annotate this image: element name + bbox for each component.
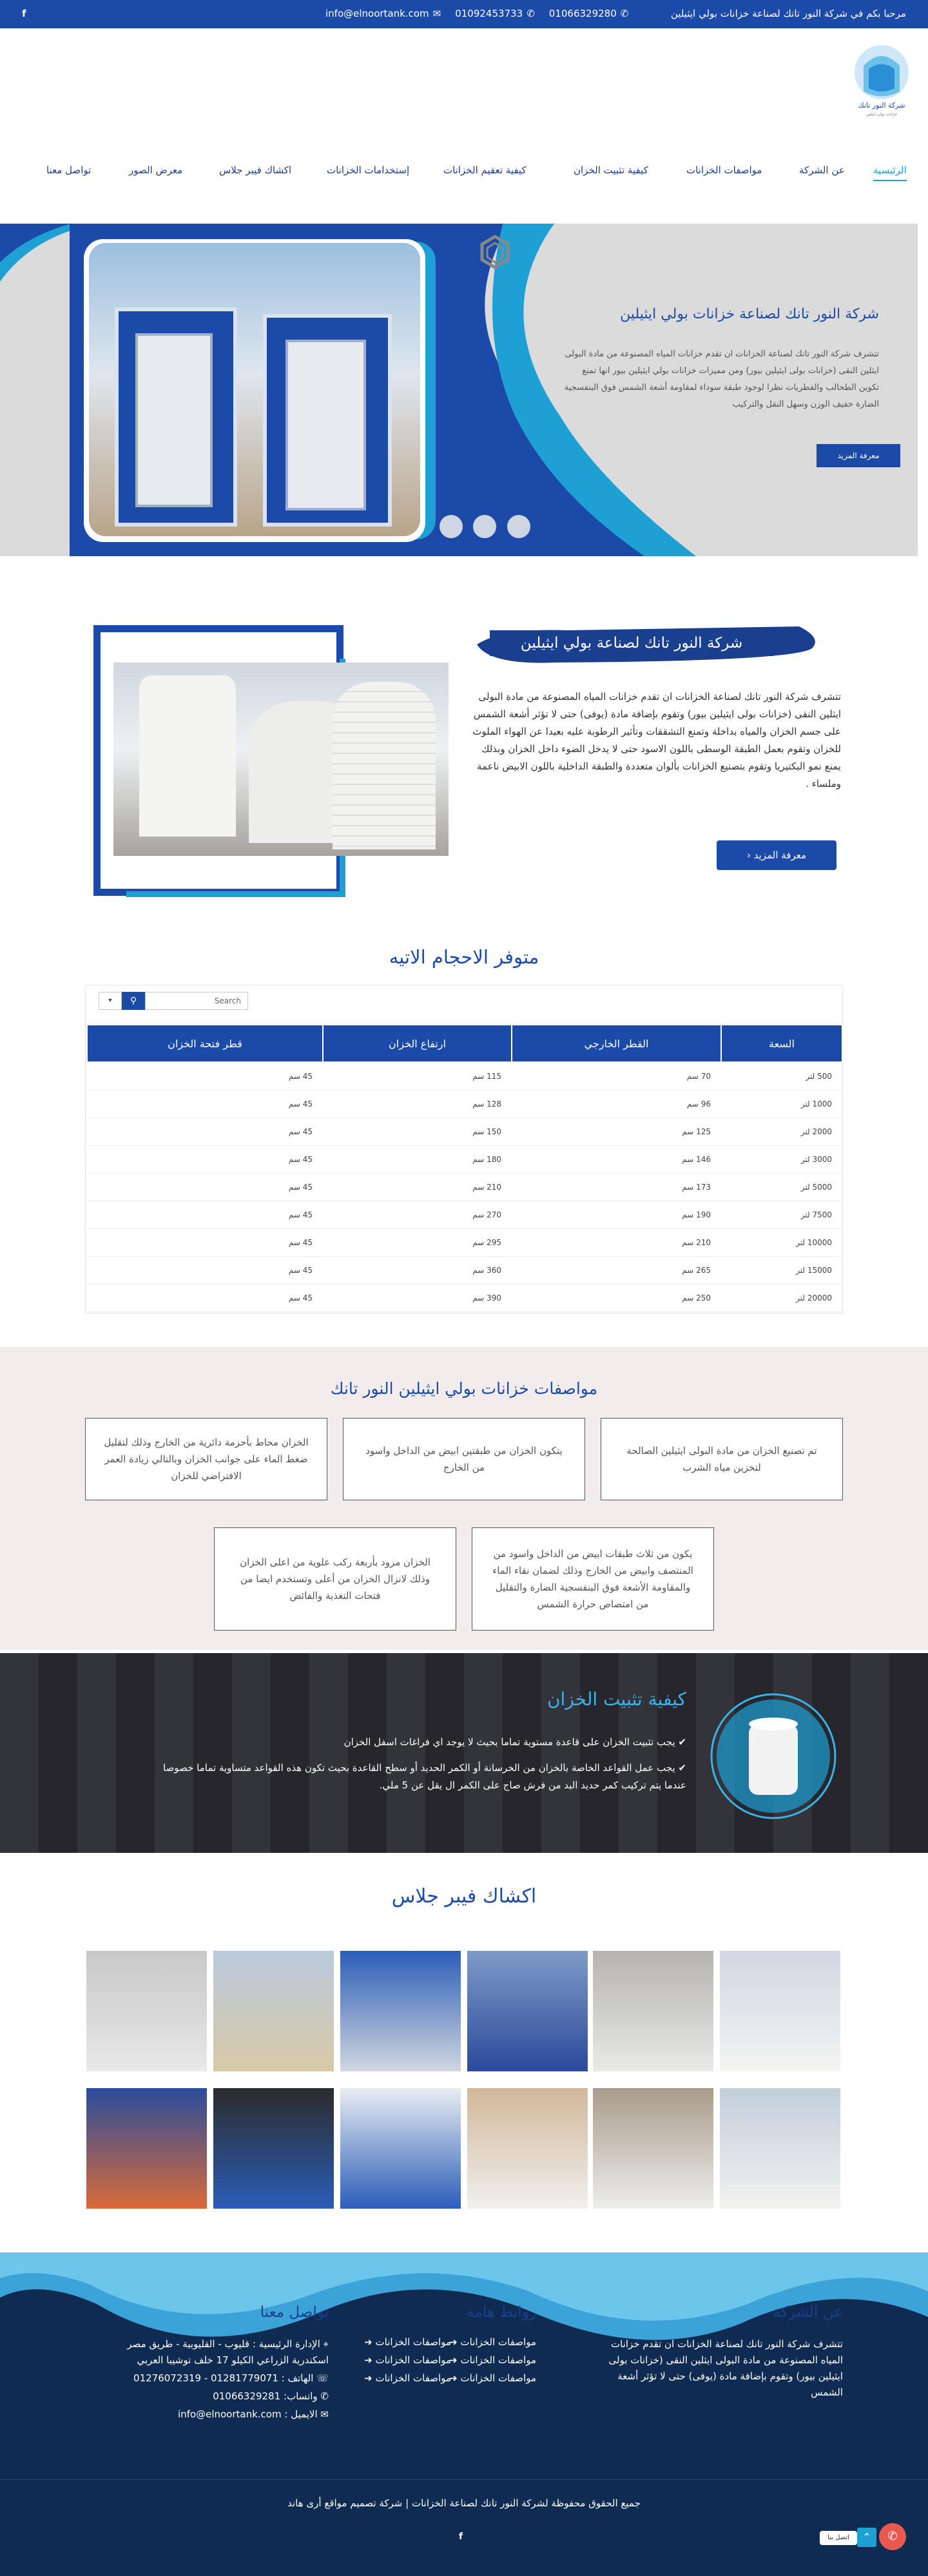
arrow-icon: ➜ bbox=[449, 2336, 458, 2348]
spec-card: تم تصنيع الخزان من مادة البولى ايثيلين الصالحة لتخزين مياه الشرب bbox=[601, 1418, 843, 1500]
install-step: ✔ يجب عمل القواعد الخاصة بالخزان من الخرسانة أو الكمر الحديد أو سطح القاعدة بحيث تكون هذه القواعد متساوية تماما خصوصا عندما يتم تركيب كمر حديد البد من فرش صاج على الكمر ال يقل عن 5 ملي. bbox=[163, 1762, 686, 1791]
table-row: 2000 لتر 125 سم 150 سم 45 سم bbox=[87, 1118, 842, 1145]
welcome-text: مرحبا بكم في شركة النور تانك لصناعة خزانات بولي ايثيلين bbox=[670, 8, 906, 19]
col-capacity[interactable]: السعة bbox=[721, 1025, 842, 1062]
install-title: كيفية تثبيت الخزان bbox=[546, 1689, 686, 1710]
nav-kiosks[interactable]: اكشاك فيبر جلاس bbox=[219, 164, 292, 176]
nav-uses[interactable]: إستخدامات الخزانات bbox=[327, 164, 410, 176]
about-image bbox=[113, 663, 449, 856]
about-more-button[interactable]: معرفة المزيد ‹ bbox=[717, 840, 836, 870]
search-dropdown[interactable]: ▾ bbox=[99, 992, 122, 1010]
table-row: 15000 لتر 265 سم 360 سم 45 سم bbox=[87, 1256, 842, 1284]
nav-install[interactable]: كيفية تثبيت الخزان bbox=[574, 164, 648, 176]
arrow-icon: ➜ bbox=[449, 2354, 458, 2366]
gallery-photo[interactable] bbox=[86, 1951, 207, 2071]
footer-contact-title: تواصل معنا bbox=[260, 2304, 329, 2321]
volumes-title: متوفر الاحجام الاتيه bbox=[389, 946, 539, 968]
gallery-photo[interactable] bbox=[86, 2088, 207, 2209]
footer-link[interactable]: مواصفات الخزانات ➜ bbox=[364, 2354, 451, 2366]
volumes-table bbox=[86, 1024, 843, 1312]
nav-contact[interactable]: تواصل معنا bbox=[46, 164, 92, 176]
arrow-icon: ➜ bbox=[364, 2336, 372, 2348]
table-row: 7500 لتر 190 سم 270 سم 45 سم bbox=[87, 1201, 842, 1228]
gallery-photo[interactable] bbox=[213, 1951, 334, 2071]
nav-gallery[interactable]: معرض الصور bbox=[129, 164, 183, 176]
table-row: 3000 لتر 146 سم 180 سم 45 سم bbox=[87, 1145, 842, 1173]
footer bbox=[0, 2252, 928, 2576]
hero-text: تتشرف شركة النور تانك لصناعة الخزانات ان تقدم خزانات المياه المصنوعة من مادة البولى ايثلين النقى (خزانات بولى ايثيلين بيور) ومن مميزات خزانات بولي ايثيلين بيور انها تمنع تكوين الطحالب والفطريات نظرا لوجود طبقة سوداء لمقاومة أشعة الشمس فوق البنفسجية الضارة خفيف الوزن وسهل النقل والتركيب bbox=[564, 349, 879, 409]
gallery-photo[interactable] bbox=[467, 1951, 588, 2071]
install-step: ✔ يجب تثبيت الخزان على قاعدة مستوية تماما بحيث لا يوجد اي فراغات اسفل الخزان bbox=[343, 1736, 686, 1748]
hero-slider bbox=[0, 224, 918, 556]
top-contacts bbox=[325, 8, 628, 19]
gallery-photo[interactable] bbox=[593, 2088, 713, 2209]
gallery-photo[interactable] bbox=[720, 2088, 840, 2209]
gallery-photo[interactable] bbox=[593, 1951, 713, 2071]
about-text: تتشرف شركة النور تانك لصناعة الخزانات ان تقدم خزانات المياه المصنوعة من مادة البولى ايثلين النقى (خزانات بولى ايثيلين بيور) وتقوم بإضافة مادة (يوفى) حتى لا تؤثر أشعة الشمس على جسم الخزان والمياه بداخلة وتمنع التشققات وتأثير الرطوبة عليه بعيدا عن الهواء الملوث للخزان وتقوم بعمل الطبقة الوسطى باللون الاسود حتى لا يدخل الضوء داخل الخزان وبذلك يمنع نمو البكتيريا وتقوم بتصنيع الخزانات بألوان متعددة والطبقة الداخلية باللون الابيض ناعمة وملساء . bbox=[472, 691, 841, 789]
footer-whatsapp[interactable]: ✆ واتساب: 01066329281 bbox=[213, 2390, 329, 2402]
check-icon: ✔ bbox=[675, 1762, 686, 1774]
spec-card: يتكون الخزان من طبقتين ابيض من الداخل واسود من الخارج bbox=[343, 1418, 585, 1500]
footer-phones[interactable]: ☏ الهاتف : 01281779071 - 01276072319 bbox=[133, 2372, 329, 2384]
nav-sterilize[interactable]: كيفية تعقيم الخزانات bbox=[443, 164, 527, 176]
top-phone1[interactable]: 01066329280 ✆ bbox=[548, 8, 629, 19]
install-tank-graphic bbox=[702, 1685, 844, 1827]
search-icon[interactable]: ⚲ bbox=[122, 992, 145, 1010]
arrow-icon: ➜ bbox=[364, 2354, 372, 2366]
check-icon: ✔ bbox=[675, 1736, 686, 1748]
spec-card: الخزان محاط بأحزمة دائرية من الخارج وذلك لتقليل ضغط الماء على جوانب الخزان وبالتالي زيادة العمر الافتراضي للخزان bbox=[85, 1418, 327, 1500]
footer-link[interactable]: مواصفات الخزانات ➜ bbox=[449, 2336, 536, 2348]
table-search bbox=[99, 992, 248, 1010]
table-row: 500 لتر 70 سم 115 سم 45 سم bbox=[87, 1062, 842, 1090]
top-bar bbox=[0, 0, 928, 28]
arrow-icon: ➜ bbox=[364, 2372, 372, 2384]
whatsapp-icon: ✆ bbox=[317, 2390, 329, 2402]
footer-about-title: عن الشركة bbox=[773, 2304, 843, 2321]
gallery-photo[interactable] bbox=[213, 2088, 334, 2209]
nav-about[interactable]: عن الشركة bbox=[799, 164, 845, 176]
footer-email[interactable]: ✉ الايميل : info@elnoortank.com bbox=[177, 2408, 329, 2420]
about-title: شركة النور تانك لصناعة بولي ايثيلين bbox=[490, 630, 773, 656]
facebook-icon[interactable]: f bbox=[22, 8, 26, 19]
gallery-photo[interactable] bbox=[467, 2088, 588, 2209]
footer-about-text: تتشرف شركة النور تانك لصناعة الخزانات ان تقدم خزانات المياه المصنوعة من مادة البولى ايثلين النقى (خزانات بولى ايثيلين بيور) وتقوم بإضافة مادة (يوفى) حتى لا تؤثر أشعة الشمس bbox=[608, 2338, 843, 2398]
nav-specs[interactable]: مواصفات الخزانات bbox=[686, 164, 762, 176]
phone-icon: ☏ bbox=[313, 2372, 329, 2384]
gallery-photo[interactable] bbox=[340, 2088, 461, 2209]
footer-link[interactable]: مواصفات الخزانات ➜ bbox=[449, 2354, 536, 2366]
specs-section bbox=[0, 1347, 928, 1650]
footer-link[interactable]: مواصفات الخزانات ➜ bbox=[364, 2372, 451, 2384]
nav-home[interactable]: الرئيسية bbox=[873, 164, 907, 181]
logo-tagline: خزانات بولي ايثيلين bbox=[865, 112, 898, 117]
table-row: 5000 لتر 173 سم 210 سم 45 سم bbox=[87, 1173, 842, 1201]
specs-title: مواصفات خزانات بولي ايثيلين النور تانك bbox=[330, 1379, 598, 1398]
phone-icon: ✆ bbox=[620, 8, 629, 19]
spec-card: الخزان مزود بأربعة ركب علوية من اعلى الخزان وذلك لانزال الخزان من أعلى وتستخدم ايضا من فتحات التغذية والفائض bbox=[214, 1527, 456, 1631]
footer-link[interactable]: مواصفات الخزانات ➜ bbox=[364, 2336, 451, 2348]
install-section bbox=[0, 1653, 928, 1853]
hero-more-button[interactable]: معرفة المزيد bbox=[817, 444, 900, 467]
gallery-photo[interactable] bbox=[340, 1951, 461, 2071]
table-row: 10000 لتر 210 سم 295 سم 45 سم bbox=[87, 1228, 842, 1256]
col-height[interactable]: ارتفاع الخزان bbox=[323, 1025, 512, 1062]
search-input[interactable]: Search bbox=[145, 992, 248, 1010]
hero-title: شركة النور تانك لصناعة خزانات بولي ايثيلين bbox=[620, 306, 879, 322]
arrow-icon: ➜ bbox=[449, 2372, 458, 2384]
col-opening[interactable]: قطر فتحة الخزان bbox=[87, 1025, 323, 1062]
table-row: 20000 لتر 250 سم 390 سم 45 سم bbox=[87, 1284, 842, 1312]
top-email[interactable]: info@elnoortank.com ✉ bbox=[325, 8, 441, 19]
main-nav bbox=[0, 158, 928, 184]
volumes-table-card bbox=[85, 985, 843, 1313]
copyright: جميع الحقوق محفوظة لشركة النور تانك لصناعة الخزانات | شركة تصميم مواقع أرى هاند bbox=[287, 2497, 641, 2509]
site-logo[interactable] bbox=[851, 40, 913, 117]
footer-links-title: روابط هامة bbox=[467, 2304, 536, 2321]
logo-name: شركة النور تانك bbox=[858, 101, 905, 110]
footer-link[interactable]: مواصفات الخزانات ➜ bbox=[449, 2372, 536, 2384]
hero-image bbox=[89, 243, 420, 536]
footer-divider bbox=[0, 2479, 928, 2480]
footer-facebook-icon[interactable]: f bbox=[459, 2532, 463, 2542]
email-icon: ✉ bbox=[317, 2408, 329, 2420]
kiosks-title: اكشاك فيبر جلاس bbox=[391, 1885, 537, 1908]
gallery-photo[interactable] bbox=[720, 1951, 840, 2071]
call-icon[interactable]: ✆ bbox=[879, 2523, 906, 2550]
spec-card: يكون من ثلاث طبقات ابيض من الداخل واسود من المنتصف وابيض من الخارج وذلك لضمان نقاء الماء والمقاومة الأشعة فوق البنفسجية الضارة والتقليل من امتصاص حرارة الشمس bbox=[472, 1527, 714, 1631]
whatsapp-chat-label[interactable]: اتصل بنا bbox=[820, 2531, 857, 2545]
top-phone2[interactable]: 01092453733 ✆ bbox=[455, 8, 535, 19]
email-icon: ✉ bbox=[432, 8, 441, 19]
scroll-top-icon[interactable]: ⌃ bbox=[857, 2528, 876, 2547]
phone-icon: ✆ bbox=[527, 8, 535, 19]
col-diameter[interactable]: القطر الخارجي bbox=[512, 1025, 721, 1062]
footer-address: ⌖ الإدارة الرئيسية : قليوب - القليوبية - طريق مصر اسكندرية الزراعي الكيلو 17 خلف توشيبا العربي bbox=[127, 2338, 329, 2366]
location-icon: ⌖ bbox=[320, 2338, 329, 2350]
table-row: 1000 لتر 96 سم 128 سم 45 سم bbox=[87, 1090, 842, 1118]
